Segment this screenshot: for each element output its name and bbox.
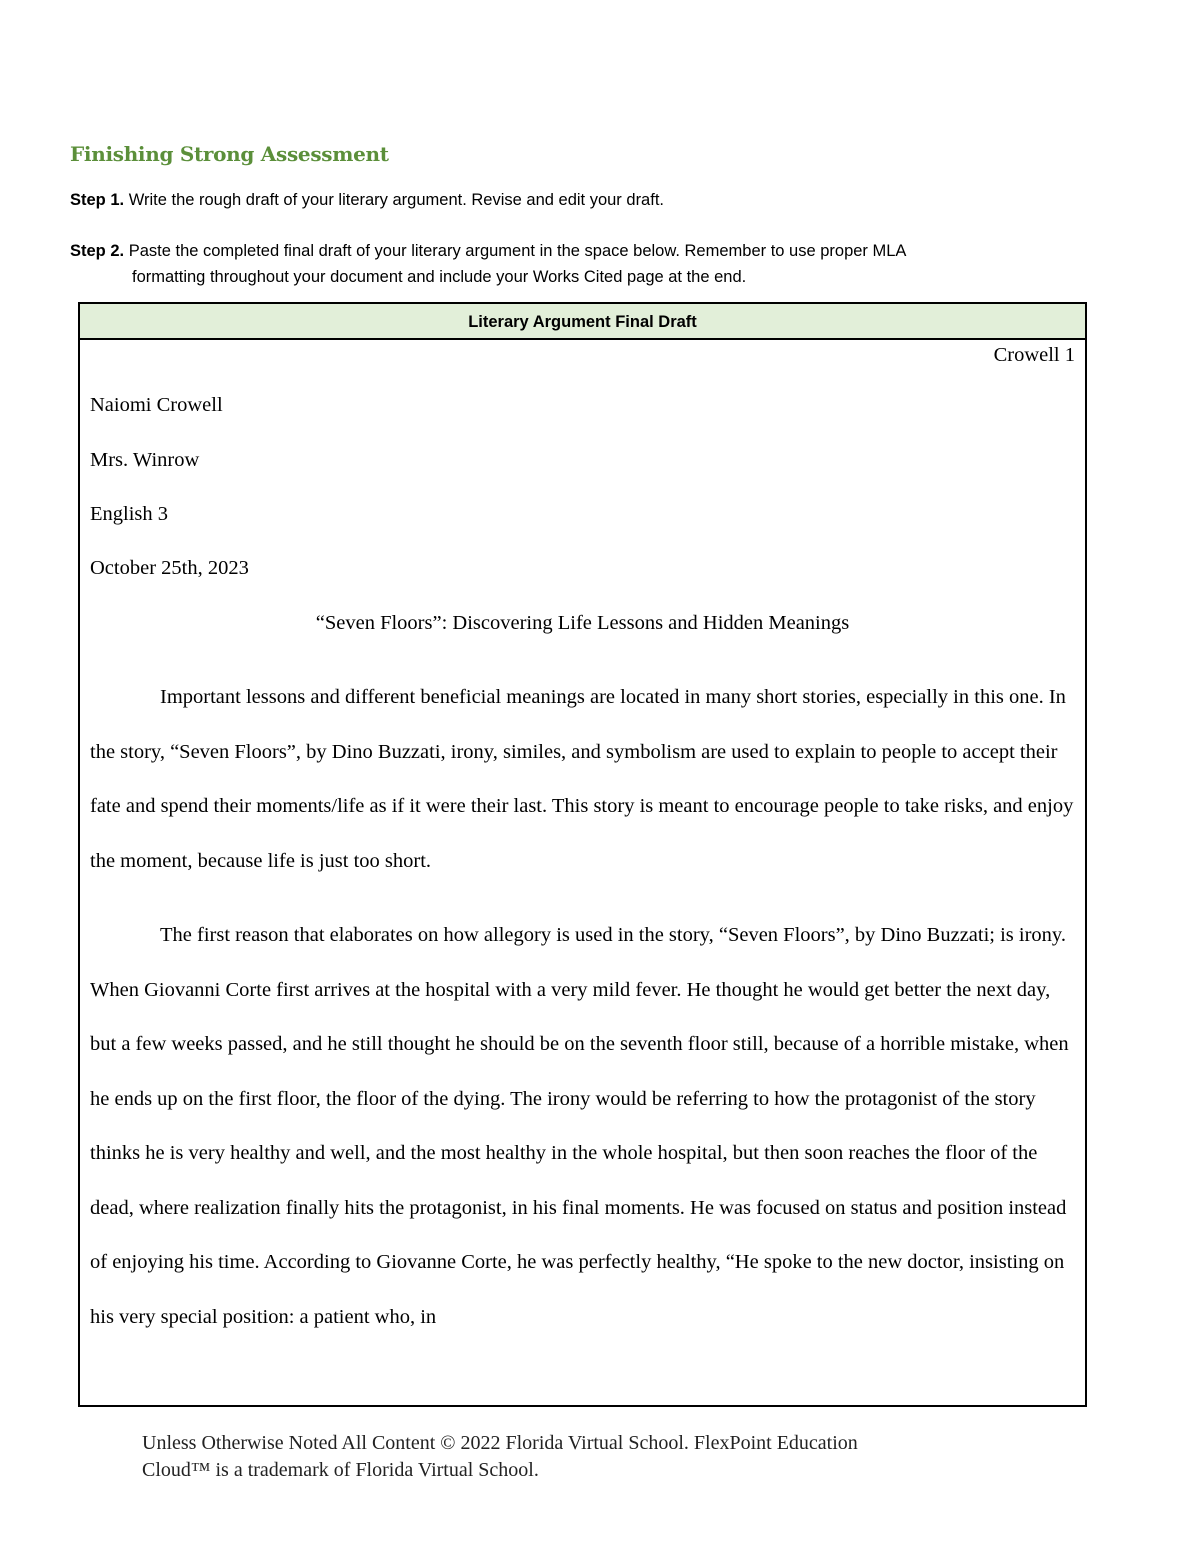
student-name: Naiomi Crowell: [90, 394, 223, 416]
final-draft-header: Literary Argument Final Draft: [80, 304, 1085, 340]
step-1-label: Step 1.: [70, 191, 125, 209]
essay-body: [90, 670, 1080, 1344]
footer-line-2: Cloud™ is a trademark of Florida Virtual School.: [142, 1459, 539, 1481]
paragraph-2: The first reason that elaborates on how allegory is used in the story, “Seven Floors”, by Dino Buzzati; is irony. When Giovanni Corte first arrives at the hospital with a very mild fever. He thought he would get better the next day, but a few weeks passed, and he still thought he should be on the seventh floor still, because of a horrible mistake, when he ends up on the first floor, the floor of the dying. The irony would be referring to how the protagonist of the story thinks he is very healthy and well, and the most healthy in the whole hospital, but then soon reaches the floor of the dead, where realization finally hits the protagonist, in his final moments. He was focused on status and position instead of enjoying his time. According to Giovanne Corte, he was perfectly healthy, “He spoke to the new doctor, insisting on his very special position: a patient who, in: [90, 924, 1069, 1328]
step-1-instruction: [70, 187, 1050, 213]
step-2-text-line2: formatting throughout your document and include your Works Cited page at the end.: [132, 268, 747, 286]
paragraph-1: Important lessons and different beneficial meanings are located in many short stories, especially in this one. In the story, “Seven Floors”, by Dino Buzzati, irony, similes, and symbolism are used to explain to people to accept their fate and spend their moments/life as if it were their last. This story is meant to encourage people to take risks, and enjoy the moment, because life is just too short.: [90, 686, 1074, 872]
course-name: English 3: [90, 503, 169, 525]
final-draft-box: [78, 302, 1087, 1407]
step-2-label: Step 2.: [70, 242, 125, 260]
step-2-text-line1: Paste the completed final draft of your literary argument in the space below. Remember to use proper MLA: [128, 242, 907, 260]
essay-title: “Seven Floors”: Discovering Life Lessons and Hidden Meanings: [315, 612, 850, 634]
step-1-text: Write the rough draft of your literary argument. Revise and edit your draft.: [128, 191, 664, 209]
assessment-heading: Finishing Strong Assessment: [70, 142, 389, 166]
page-header: Crowell 1: [993, 344, 1075, 366]
footer-line-1: Unless Otherwise Noted All Content © 2022 Florida Virtual School. FlexPoint Education: [142, 1432, 858, 1454]
essay-date: October 25th, 2023: [90, 557, 249, 579]
step-2-instruction: [70, 238, 1050, 290]
teacher-name: Mrs. Winrow: [90, 449, 200, 471]
copyright-footer: [142, 1430, 1042, 1484]
